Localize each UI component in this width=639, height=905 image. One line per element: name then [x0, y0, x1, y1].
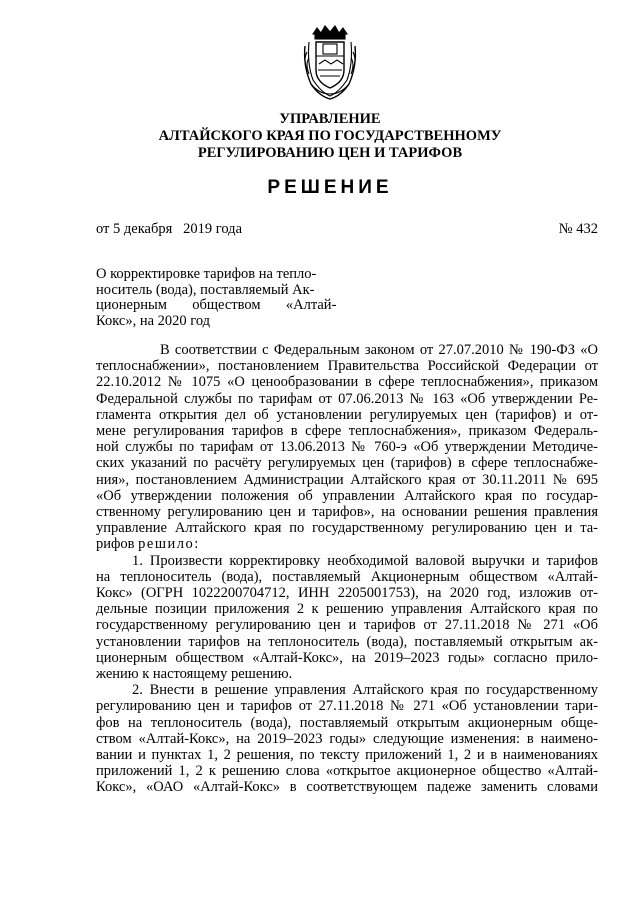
body-line: ной службы по тарифам от 13.06.2013 № 760-э «Об утверждении Методиче- [96, 439, 598, 456]
body-line: «Об утверждении положения об управлении Алтайского края по государ- [96, 487, 598, 504]
body-line: управление Алтайского края по государственному регулированию цен и та- [96, 520, 598, 537]
body-line: государственному регулированию цен и тарифов от 27.11.2018 № 271 «Об [96, 617, 598, 634]
body-line: вании и пунктах 1, 2 решения, по тексту приложений 1, 2 и в наименованиях [96, 747, 598, 764]
body-line: теплоснабжении», постановлением Правительства Российской Федерации от [96, 358, 598, 375]
body-line: приложений 1, 2 к решению слова «открытое акционерное общество «Алтай- [96, 763, 598, 780]
body-line: 1. Произвести корректировку необходимой валовой выручки и тарифов [132, 552, 598, 569]
document-type-title: РЕШЕНИЕ [267, 177, 393, 198]
document-subject [96, 267, 336, 329]
org-line: УПРАВЛЕНИЕ [279, 111, 381, 127]
decided-word: решило: [138, 536, 200, 553]
body-line: 22.10.2012 № 1075 «О ценообразовании в сфере теплоснабжения», приказом [96, 374, 598, 391]
altai-krai-coat-of-arms-icon [299, 24, 361, 100]
body-line: регулированию цен и тарифов от 27.11.2018 № 271 «Об установлении тари- [96, 698, 598, 715]
subject-line: ционерным обществом «Алтай- [96, 297, 337, 313]
body-line: В соответствии с Федеральным законом от 27.07.2010 № 190-ФЗ «О [160, 342, 598, 358]
body-line [96, 536, 598, 552]
subject-line: Кокс», на 2020 год [96, 312, 211, 329]
body-line: Кокс» (ОГРН 1022200704712, ИНН 2205001753), на 2020 год, изложив от- [96, 585, 598, 602]
body-line: гламента открытия дел об установлении регулируемых цен (тарифов) и от- [96, 406, 598, 423]
document-body [96, 342, 598, 796]
organization-name [100, 111, 560, 162]
body-line: установлении тарифов на теплоноситель (вода), поставляемый открытым ак- [96, 633, 598, 650]
body-line: Кокс», «ОАО «Алтай-Кокс» в соответствующем падеже заменить словами [96, 779, 598, 796]
body-line: Федеральной службы по тарифам от 07.06.2013 № 163 «Об утверждении Ре- [96, 390, 598, 407]
body-line: ством «Алтай-Кокс», на 2019–2023 годы» следующие изменения: в наимено- [96, 730, 598, 747]
body-line: мене регулирования тарифов в сфере теплоснабжения», приказом Федераль- [96, 423, 598, 440]
body-line: ских указаний по расчёту регулируемых цен (тарифов) в сфере теплоснабже- [96, 455, 598, 472]
document-number: № 432 [558, 221, 598, 237]
body-line: на теплоноситель (вода), поставляемый Акционерным обществом «Алтай- [96, 568, 598, 585]
body-line: ния», постановлением Администрации Алтайского края от 30.11.2011 № 695 [96, 471, 598, 488]
subject-line: О корректировке тарифов на тепло- [96, 266, 317, 282]
body-line: ственному регулированию цен и тарифов», на основании решения правления [96, 504, 598, 521]
document-date: от 5 декабря 2019 года [96, 221, 242, 237]
org-line: АЛТАЙСКОГО КРАЯ ПО ГОСУДАРСТВЕННОМУ [158, 128, 502, 144]
body-line: жению к настоящему решению. [96, 666, 293, 683]
org-line: РЕГУЛИРОВАНИЮ ЦЕН И ТАРИФОВ [197, 145, 463, 161]
body-line: дельные позиции приложения 2 к решению управления Алтайского края по [96, 601, 598, 618]
body-line: фов на теплоноситель (вода), поставляемый открытым акционерным обще- [96, 714, 598, 731]
body-line-text: рифов [96, 536, 135, 553]
subject-line: носитель (вода), поставляемый Ак- [96, 281, 315, 298]
body-line: ционерным обществом «Алтай-Кокс», на 2019–2023 годы» согласно прило- [96, 649, 598, 666]
body-line: 2. Внести в решение управления Алтайского края по государственному [132, 682, 598, 699]
